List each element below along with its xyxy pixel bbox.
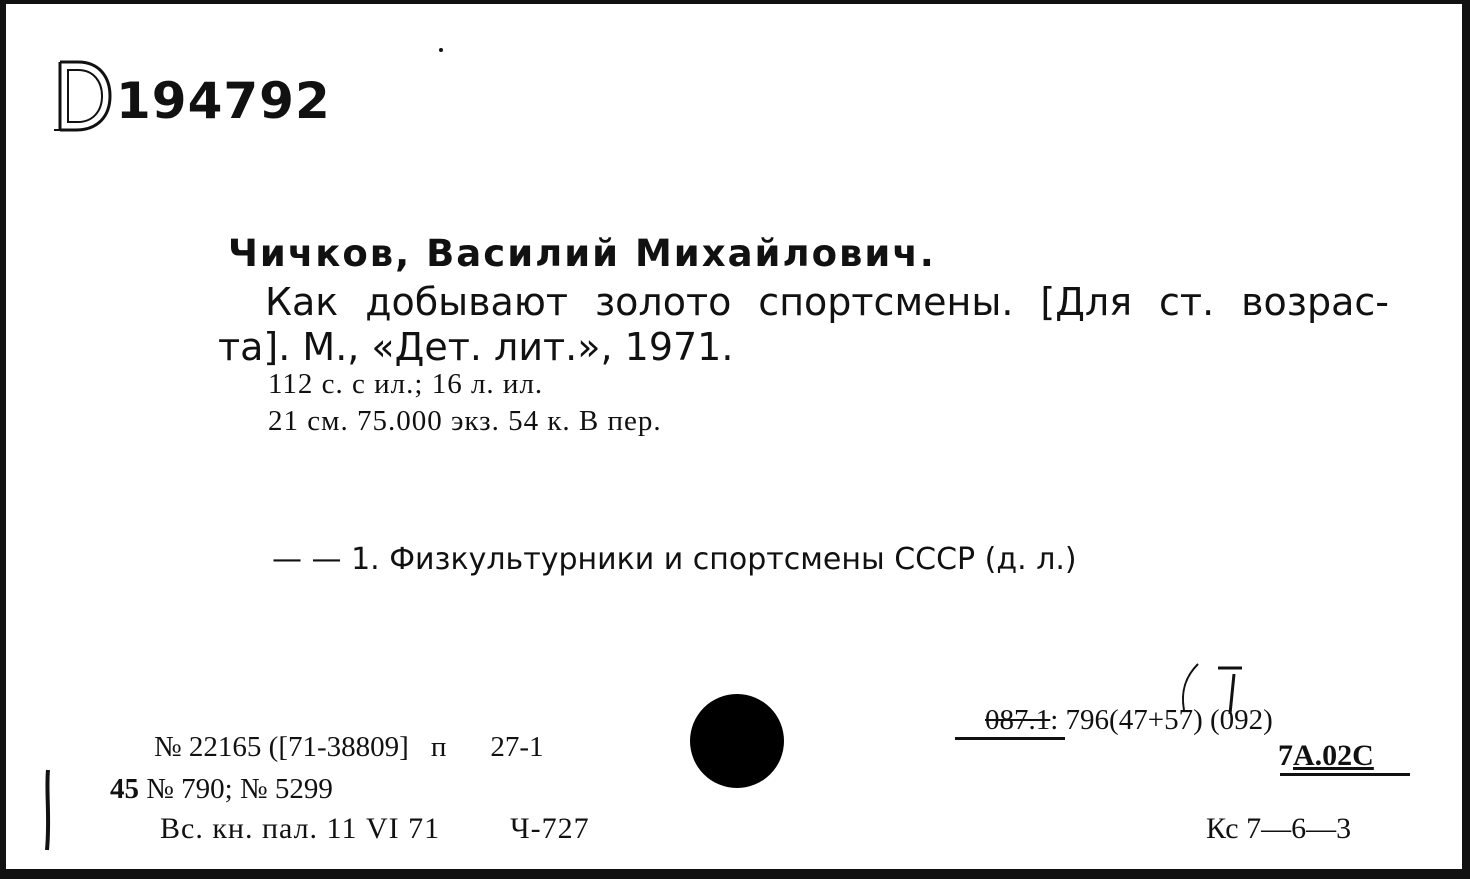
bbk-underline [1280, 773, 1410, 776]
spine-mark [40, 768, 54, 852]
registration-numbers: № 790; № 5299 [146, 773, 333, 805]
udc-underline [955, 737, 1065, 740]
bbk-code: А.02С [1293, 739, 1374, 772]
cutter-range: Кс 7—6—3 [1206, 812, 1352, 845]
physical-description: 112 с. с ил.; 16 л. ил. [268, 368, 544, 400]
author-heading: Чичков, Василий Михайлович. [228, 232, 936, 275]
format-price-line: 21 см. 75.000 экз. 54 к. В пер. [268, 405, 662, 437]
udc-struck-code: 087.1 [985, 704, 1051, 736]
order-number: ([71-38809] [268, 731, 409, 763]
udc-code: : 796(47+57) (092) [1050, 704, 1273, 736]
registration-line-1 [154, 733, 544, 762]
card-border-right [1462, 0, 1470, 879]
book-chamber-date: Вс. кн. пал. 11 VI 71 [160, 812, 441, 845]
print-code: 27-1 [490, 731, 544, 763]
subject-heading: — — 1. Физкультурники и спортсмены СССР (д. л.) [272, 542, 1077, 577]
accession-digits: 194792 [116, 72, 331, 130]
card-number: № 22165 [154, 731, 262, 763]
card-punch-hole [690, 694, 784, 788]
copy-count: 45 [110, 773, 139, 805]
card-border-top [0, 0, 1470, 4]
udc-classification [985, 706, 1273, 735]
d-letter-stamp-icon [52, 56, 114, 134]
title-line-2: та]. М., «Дет. лит.», 1971. [218, 325, 734, 369]
title-line-1: Как добывают золото спортсмены. [Для ст. возрас- [265, 280, 1389, 324]
registration-line-3 [160, 814, 590, 844]
card-border-left [0, 0, 6, 879]
card-border-bottom [0, 869, 1470, 879]
ink-speck [439, 48, 443, 52]
registration-line-2 [110, 775, 333, 804]
author-cutter-mark: Ч-727 [510, 812, 590, 845]
bbk-classification [1278, 741, 1374, 771]
series-letter: п [430, 731, 447, 763]
accession-number [52, 52, 331, 134]
bbk-prefix: 7 [1278, 739, 1293, 772]
